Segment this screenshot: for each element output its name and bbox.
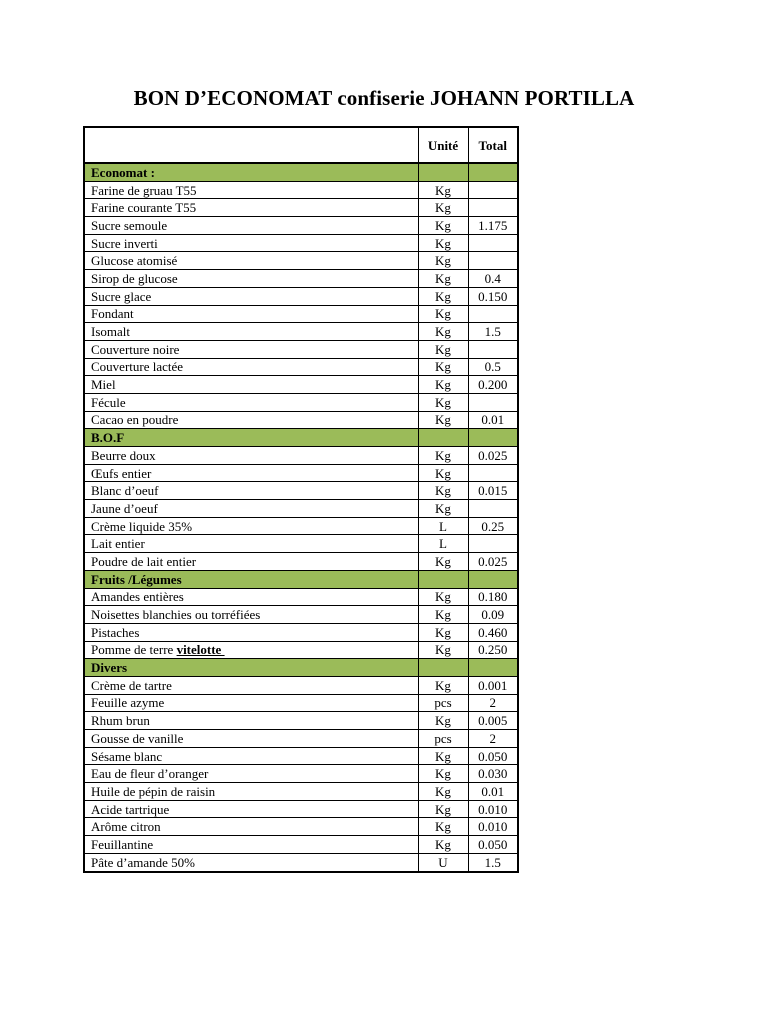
table-row bbox=[84, 606, 518, 624]
item-total-cell: 0.180 bbox=[468, 588, 518, 606]
section-unit-cell bbox=[418, 163, 468, 181]
item-unit-cell: Kg bbox=[418, 482, 468, 500]
item-unit-cell: Kg bbox=[418, 676, 468, 694]
item-name-cell: Sésame blanc bbox=[84, 747, 418, 765]
item-name-cell: Couverture noire bbox=[84, 340, 418, 358]
table-row bbox=[84, 340, 518, 358]
section-row bbox=[84, 429, 518, 447]
item-total-cell: 2 bbox=[468, 694, 518, 712]
table-row bbox=[84, 217, 518, 235]
item-name: Pomme de terre bbox=[91, 642, 177, 658]
item-unit-cell: Kg bbox=[418, 500, 468, 518]
item-name-cell: Beurre doux bbox=[84, 447, 418, 465]
item-name-cell bbox=[84, 641, 418, 659]
item-unit-cell: L bbox=[418, 535, 468, 553]
item-unit-cell: Kg bbox=[418, 818, 468, 836]
item-unit-cell: Kg bbox=[418, 393, 468, 411]
item-total-cell bbox=[468, 340, 518, 358]
item-name-cell: Blanc d’oeuf bbox=[84, 482, 418, 500]
item-unit-cell: Kg bbox=[418, 553, 468, 571]
item-name-cell: Pâte d’amande 50% bbox=[84, 853, 418, 871]
table-row bbox=[84, 553, 518, 571]
table-row bbox=[84, 783, 518, 801]
table-row bbox=[84, 411, 518, 429]
table-row bbox=[84, 853, 518, 871]
document-title: BON D’ECONOMAT confiserie JOHANN PORTILLA bbox=[133, 86, 635, 110]
item-total-cell: 0.025 bbox=[468, 447, 518, 465]
item-name-cell: Feuille azyme bbox=[84, 694, 418, 712]
item-total-cell bbox=[468, 535, 518, 553]
item-unit-cell: Kg bbox=[418, 588, 468, 606]
item-name-cell: Crème liquide 35% bbox=[84, 517, 418, 535]
section-label: Economat : bbox=[84, 163, 418, 181]
item-total-cell: 0.001 bbox=[468, 676, 518, 694]
item-total-cell: 0.460 bbox=[468, 623, 518, 641]
table-row bbox=[84, 252, 518, 270]
item-unit-cell: Kg bbox=[418, 606, 468, 624]
table-row bbox=[84, 482, 518, 500]
item-total-cell: 2 bbox=[468, 730, 518, 748]
item-name-cell: Cacao en poudre bbox=[84, 411, 418, 429]
item-unit-cell: L bbox=[418, 517, 468, 535]
item-unit-cell: Kg bbox=[418, 358, 468, 376]
table-body bbox=[84, 163, 518, 872]
table-row bbox=[84, 765, 518, 783]
item-unit-cell: Kg bbox=[418, 234, 468, 252]
item-name-cell: Glucose atomisé bbox=[84, 252, 418, 270]
item-unit-cell: Kg bbox=[418, 376, 468, 394]
item-unit-cell: Kg bbox=[418, 712, 468, 730]
item-name-cell: Jaune d’oeuf bbox=[84, 500, 418, 518]
item-total-cell: 0.09 bbox=[468, 606, 518, 624]
section-label: Divers bbox=[84, 659, 418, 677]
section-label: B.O.F bbox=[84, 429, 418, 447]
table-row bbox=[84, 287, 518, 305]
item-name-cell: Miel bbox=[84, 376, 418, 394]
table-row bbox=[84, 676, 518, 694]
section-row bbox=[84, 163, 518, 181]
item-total-cell: 0.4 bbox=[468, 270, 518, 288]
item-name-cell: Isomalt bbox=[84, 323, 418, 341]
item-total-cell: 0.01 bbox=[468, 783, 518, 801]
item-total-cell: 0.25 bbox=[468, 517, 518, 535]
table-row bbox=[84, 641, 518, 659]
item-name-cell: Huile de pépin de raisin bbox=[84, 783, 418, 801]
item-total-cell bbox=[468, 181, 518, 199]
item-unit-cell: Kg bbox=[418, 836, 468, 854]
column-header-unit: Unité bbox=[418, 127, 468, 163]
table-header-row bbox=[84, 127, 518, 163]
table-row bbox=[84, 730, 518, 748]
table-row bbox=[84, 712, 518, 730]
item-total-cell bbox=[468, 252, 518, 270]
item-name-cell: Farine de gruau T55 bbox=[84, 181, 418, 199]
item-unit-cell: Kg bbox=[418, 199, 468, 217]
item-total-cell bbox=[468, 464, 518, 482]
table-row bbox=[84, 464, 518, 482]
item-unit-cell: Kg bbox=[418, 287, 468, 305]
item-total-cell: 0.200 bbox=[468, 376, 518, 394]
table-row bbox=[84, 376, 518, 394]
item-total-cell: 0.050 bbox=[468, 836, 518, 854]
item-total-cell: 1.5 bbox=[468, 853, 518, 871]
item-total-cell: 0.030 bbox=[468, 765, 518, 783]
item-total-cell: 0.010 bbox=[468, 818, 518, 836]
item-name-cell: Rhum brun bbox=[84, 712, 418, 730]
item-unit-cell: Kg bbox=[418, 783, 468, 801]
item-name-cell: Fécule bbox=[84, 393, 418, 411]
table-row bbox=[84, 747, 518, 765]
item-total-cell: 0.015 bbox=[468, 482, 518, 500]
item-total-cell: 1.175 bbox=[468, 217, 518, 235]
table-row bbox=[84, 694, 518, 712]
item-unit-cell: Kg bbox=[418, 340, 468, 358]
table-row bbox=[84, 199, 518, 217]
table-row bbox=[84, 818, 518, 836]
item-name-cell: Farine courante T55 bbox=[84, 199, 418, 217]
section-label: Fruits /Légumes bbox=[84, 570, 418, 588]
table-row bbox=[84, 500, 518, 518]
item-name-cell: Poudre de lait entier bbox=[84, 553, 418, 571]
item-name-cell: Sucre glace bbox=[84, 287, 418, 305]
item-name-cell: Sucre inverti bbox=[84, 234, 418, 252]
section-unit-cell bbox=[418, 659, 468, 677]
item-name-cell: Sucre semoule bbox=[84, 217, 418, 235]
item-total-cell: 1.5 bbox=[468, 323, 518, 341]
item-name-cell: Fondant bbox=[84, 305, 418, 323]
table-row bbox=[84, 517, 518, 535]
item-unit-cell: Kg bbox=[418, 270, 468, 288]
item-unit-cell: Kg bbox=[418, 217, 468, 235]
item-unit-cell: Kg bbox=[418, 323, 468, 341]
item-unit-cell: Kg bbox=[418, 800, 468, 818]
table-row bbox=[84, 234, 518, 252]
item-name-cell: Eau de fleur d’oranger bbox=[84, 765, 418, 783]
item-total-cell bbox=[468, 199, 518, 217]
item-total-cell: 0.01 bbox=[468, 411, 518, 429]
item-unit-cell: Kg bbox=[418, 252, 468, 270]
item-total-cell: 0.050 bbox=[468, 747, 518, 765]
item-name-cell: Sirop de glucose bbox=[84, 270, 418, 288]
table-row bbox=[84, 447, 518, 465]
section-unit-cell bbox=[418, 429, 468, 447]
item-unit-cell: Kg bbox=[418, 411, 468, 429]
item-name-cell: Crème de tartre bbox=[84, 676, 418, 694]
table-row bbox=[84, 270, 518, 288]
table-row bbox=[84, 358, 518, 376]
item-name-cell: Noisettes blanchies ou torréfiées bbox=[84, 606, 418, 624]
table-row bbox=[84, 393, 518, 411]
item-total-cell bbox=[468, 393, 518, 411]
table-row bbox=[84, 800, 518, 818]
table-row bbox=[84, 181, 518, 199]
item-name-emphasis: vitelotte bbox=[176, 642, 225, 658]
item-unit-cell: Kg bbox=[418, 464, 468, 482]
item-name-cell: Couverture lactée bbox=[84, 358, 418, 376]
section-total-cell bbox=[468, 163, 518, 181]
item-name-cell: Amandes entières bbox=[84, 588, 418, 606]
item-unit-cell: Kg bbox=[418, 765, 468, 783]
item-total-cell bbox=[468, 500, 518, 518]
item-unit-cell: Kg bbox=[418, 447, 468, 465]
item-unit-cell: Kg bbox=[418, 747, 468, 765]
item-total-cell: 0.250 bbox=[468, 641, 518, 659]
item-unit-cell: Kg bbox=[418, 623, 468, 641]
section-unit-cell bbox=[418, 570, 468, 588]
column-header-total: Total bbox=[468, 127, 518, 163]
item-name-cell: Feuillantine bbox=[84, 836, 418, 854]
item-total-cell: 0.025 bbox=[468, 553, 518, 571]
section-total-cell bbox=[468, 429, 518, 447]
section-total-cell bbox=[468, 659, 518, 677]
table-row bbox=[84, 623, 518, 641]
section-row bbox=[84, 570, 518, 588]
item-unit-cell: U bbox=[418, 853, 468, 871]
table-row bbox=[84, 305, 518, 323]
item-name-cell: Acide tartrique bbox=[84, 800, 418, 818]
item-unit-cell: Kg bbox=[418, 305, 468, 323]
item-name-cell: Gousse de vanille bbox=[84, 730, 418, 748]
section-total-cell bbox=[468, 570, 518, 588]
item-total-cell: 0.010 bbox=[468, 800, 518, 818]
item-name-cell: Lait entier bbox=[84, 535, 418, 553]
table-row bbox=[84, 588, 518, 606]
table-row bbox=[84, 836, 518, 854]
item-name-cell: Pistaches bbox=[84, 623, 418, 641]
item-total-cell bbox=[468, 305, 518, 323]
item-unit-cell: pcs bbox=[418, 730, 468, 748]
item-total-cell bbox=[468, 234, 518, 252]
item-unit-cell: pcs bbox=[418, 694, 468, 712]
section-row bbox=[84, 659, 518, 677]
item-total-cell: 0.005 bbox=[468, 712, 518, 730]
order-table bbox=[83, 126, 519, 873]
item-unit-cell: Kg bbox=[418, 181, 468, 199]
item-name-cell: Arôme citron bbox=[84, 818, 418, 836]
column-header-name bbox=[84, 127, 418, 163]
table-row bbox=[84, 535, 518, 553]
item-name-cell: Œufs entier bbox=[84, 464, 418, 482]
item-total-cell: 0.5 bbox=[468, 358, 518, 376]
table-row bbox=[84, 323, 518, 341]
item-total-cell: 0.150 bbox=[468, 287, 518, 305]
item-unit-cell: Kg bbox=[418, 641, 468, 659]
